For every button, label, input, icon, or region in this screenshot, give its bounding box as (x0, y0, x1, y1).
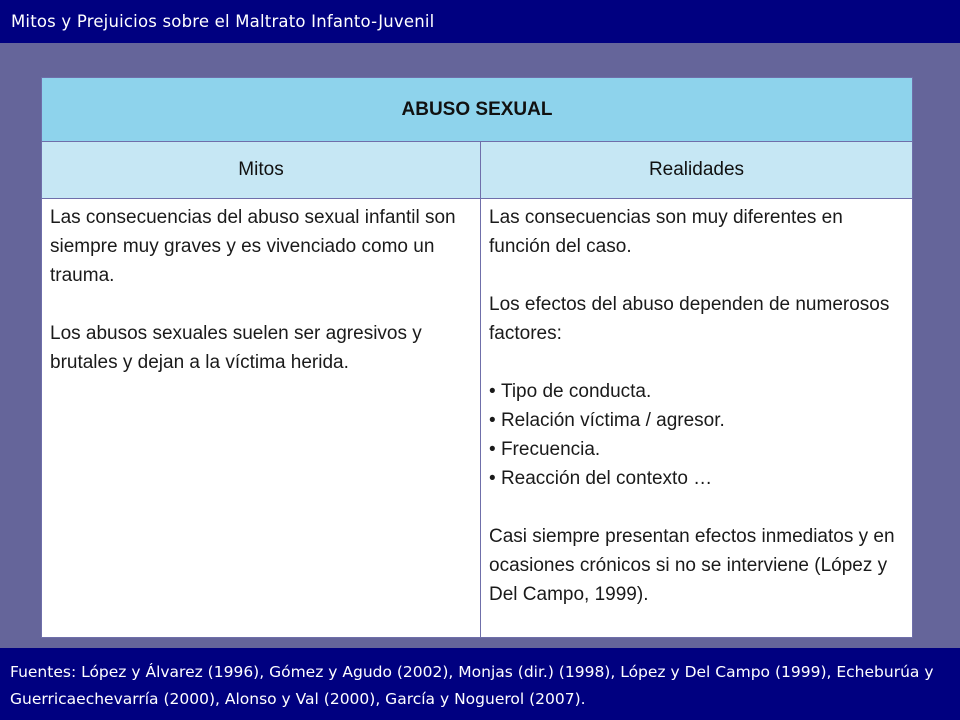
myths-realities-table (41, 77, 913, 638)
realidades-cell (481, 199, 913, 638)
factors-list (489, 377, 904, 493)
factor-item: • Reacción del contexto … (489, 464, 904, 493)
mito-text: Las consecuencias del abuso sexual infantil son siempre muy graves y es vivenciado como un trauma. (50, 207, 456, 286)
column-header-mitos: Mitos (42, 142, 481, 199)
sources-footer (0, 648, 960, 720)
factor-item: • Tipo de conducta. (489, 377, 904, 406)
factor-item: • Relación víctima / agresor. (489, 406, 904, 435)
table-header-row (42, 142, 913, 199)
table-title-row (42, 78, 913, 142)
slide-title: Mitos y Prejuicios sobre el Maltrato Infanto-Juvenil (11, 12, 435, 31)
realidad-closing: Casi siempre presentan efectos inmediatos y en ocasiones crónicos si no se interviene (López y Del Campo, 1999). (489, 526, 895, 605)
table-body-row (42, 199, 913, 638)
sources-text: Fuentes: López y Álvarez (1996), Gómez y Agudo (2002), Monjas (dir.) (1998), López y Del Campo (1999), Echeburúa y Guerricaechevarría (2000), Alonso y Val (2000), García y Noguerol (2007). (10, 663, 934, 708)
slide-header-bar (0, 0, 960, 43)
factor-item: • Frecuencia. (489, 435, 904, 464)
realidad-text: Las consecuencias son muy diferentes en función del caso. (489, 207, 843, 257)
column-header-realidades: Realidades (481, 142, 913, 199)
mito-text: Los abusos sexuales suelen ser agresivos y brutales y dejan a la víctima herida. (50, 323, 422, 373)
mitos-cell (42, 199, 481, 638)
table-title: ABUSO SEXUAL (42, 78, 913, 142)
realidad-text: Los efectos del abuso dependen de numerosos factores: (489, 294, 890, 344)
